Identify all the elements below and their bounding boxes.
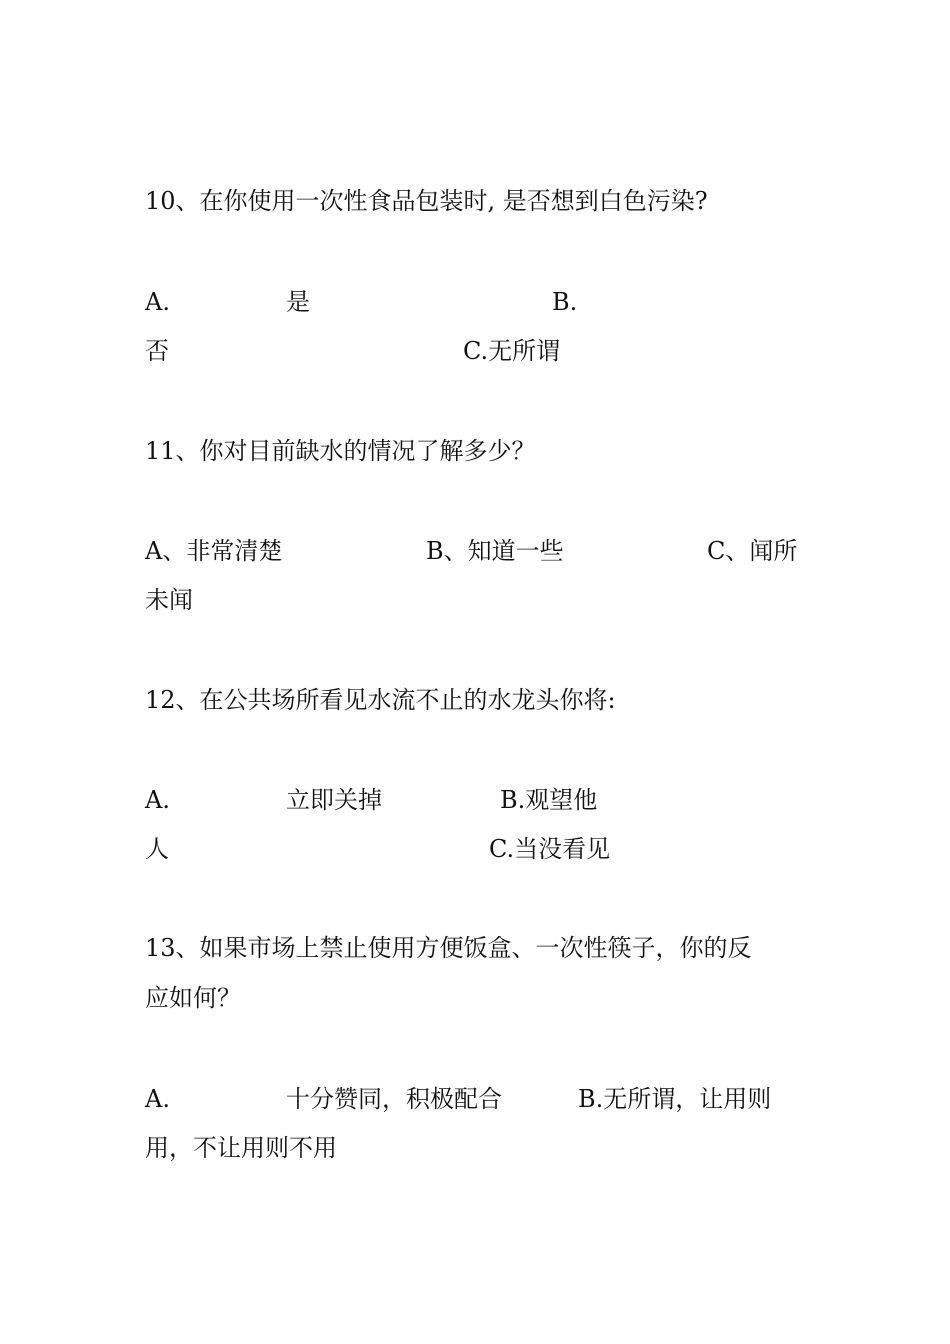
- question-12-option-a-label: A.: [145, 786, 170, 814]
- question-11-text: 11、你对目前缺水的情况了解多少？: [145, 437, 536, 465]
- question-11-option-b: B、知道一些: [426, 537, 564, 565]
- question-11-option-c-part1: C、闻所: [707, 537, 798, 565]
- question-13-text-line2: 应如何？: [145, 984, 241, 1012]
- question-12-option-b-part2: 人: [145, 835, 169, 863]
- question-13-option-b-part1: B.无所谓，让用则: [578, 1085, 772, 1113]
- question-12-option-a-text: 立即关掉: [286, 786, 382, 814]
- question-10-option-a-label: A.: [145, 288, 170, 316]
- question-10-option-b-label: B.: [552, 288, 578, 316]
- question-11-option-c-part2: 未闻: [145, 586, 193, 614]
- question-10-option-b-text: 否: [145, 337, 169, 365]
- question-10-option-a-text: 是: [286, 288, 310, 316]
- question-13-text-line1: 13、如果市场上禁止使用方便饭盒、一次性筷子，你的反: [145, 934, 752, 962]
- question-10-option-c: C.无所谓: [463, 337, 561, 365]
- question-12-option-c: C.当没看见: [489, 835, 611, 863]
- question-13-option-b-part2: 用，不让用则不用: [145, 1134, 337, 1162]
- question-13-option-a-text: 十分赞同，积极配合: [286, 1085, 502, 1113]
- question-11-option-a: A、非常清楚: [145, 537, 283, 565]
- question-12-option-b-part1: B.观望他: [500, 786, 598, 814]
- question-13-option-a-label: A.: [145, 1085, 170, 1113]
- question-10-text: 10、在你使用一次性食品包装时, 是否想到白色污染?: [145, 187, 708, 215]
- question-12-text: 12、在公共场所看见水流不止的水龙头你将:: [145, 686, 616, 714]
